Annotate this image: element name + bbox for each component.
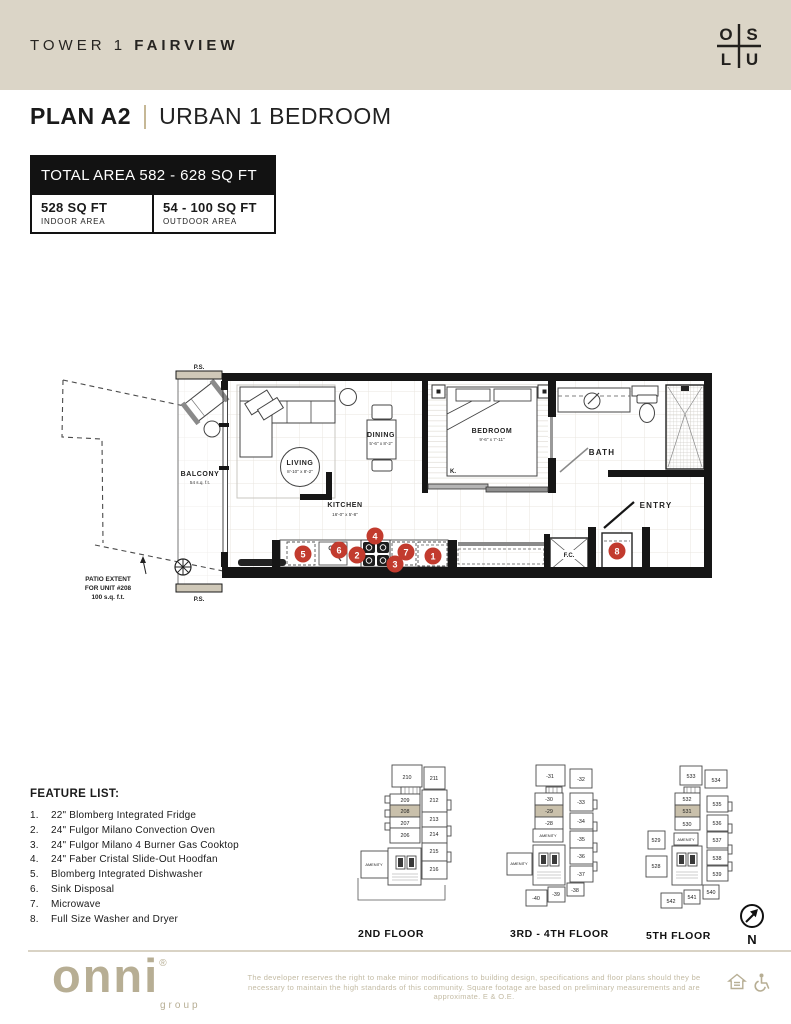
kitchen-dims: 16'-0" x 5'-8" [332, 512, 358, 517]
svg-text:L: L [720, 50, 732, 69]
feature-list [30, 788, 330, 927]
svg-text:209: 209 [400, 798, 410, 804]
onni-logo-sub: group [160, 1000, 201, 1011]
marker-7 [398, 544, 415, 561]
balcony-label: BALCONY [180, 471, 220, 478]
core [533, 845, 565, 885]
svg-text:539: 539 [712, 872, 722, 878]
exhaust-fan-icon [175, 559, 191, 575]
north-compass-icon [741, 905, 763, 947]
svg-text:FOR UNIT #208: FOR UNIT #208 [84, 585, 132, 592]
key-plans [345, 755, 791, 950]
svg-text:206: 206 [400, 833, 410, 839]
marker-5 [295, 546, 312, 563]
svg-text:-39: -39 [552, 892, 560, 898]
svg-text:215: 215 [429, 849, 439, 855]
feature-item: 2. 24" Fulgor Milano Convection Oven [30, 824, 216, 836]
project-name: FAIRVIEW [134, 37, 239, 54]
equal-housing-icon [727, 972, 747, 992]
svg-text:207: 207 [400, 821, 410, 827]
living-label: LIVING [286, 460, 314, 467]
svg-text:5: 5 [300, 549, 306, 560]
accessibility-icon [752, 972, 772, 992]
svg-text:S: S [746, 25, 758, 44]
tower-label: TOWER 1 [30, 37, 127, 54]
svg-text:PATIO EXTENT: PATIO EXTENT [85, 576, 131, 583]
svg-text:529: 529 [651, 838, 661, 844]
svg-text:210: 210 [402, 775, 412, 781]
oslu-logo-icon [713, 20, 765, 72]
svg-text:O: O [719, 25, 733, 44]
svg-text:541: 541 [687, 895, 697, 901]
svg-text:213: 213 [429, 817, 439, 823]
shower [666, 385, 704, 469]
onni-logo [52, 949, 201, 1011]
onni-logo-text: onni [52, 949, 160, 1002]
svg-text:532: 532 [682, 797, 692, 803]
svg-text:540: 540 [706, 890, 716, 896]
svg-text:533: 533 [686, 774, 696, 780]
floor-label-3rd-4th: 3RD - 4TH FLOOR [510, 928, 609, 940]
svg-text:208: 208 [400, 809, 410, 815]
closet-label: F.C. [563, 553, 575, 559]
svg-text:U: U [745, 50, 759, 69]
outdoor-area-label: OUTDOOR AREA [163, 217, 238, 226]
svg-text:538: 538 [712, 856, 722, 862]
svg-text:100 s.q. f.t.: 100 s.q. f.t. [91, 594, 125, 601]
svg-text:6: 6 [336, 545, 342, 556]
svg-text:AMENITY: AMENITY [365, 862, 383, 867]
svg-text:8: 8 [614, 546, 620, 557]
bath-sink [584, 393, 600, 409]
svg-text:212: 212 [429, 798, 439, 804]
ps-bottom-label: P.S. [193, 597, 205, 603]
svg-text:531: 531 [682, 809, 692, 815]
bed-size-label: K. [450, 469, 456, 475]
svg-text:AMENITY: AMENITY [510, 861, 528, 866]
plan-title [30, 103, 392, 130]
header-band [0, 0, 791, 90]
core [672, 846, 702, 885]
disclaimer-text: The developer reserves the right to make minor modifications to building design, specifications and floor plans should they be necessary to maintain the high standards of this community. Square footage are based on preliminary measurements and are approximate. E & O.E. [247, 973, 701, 1001]
north-label: N [747, 932, 757, 947]
feature-list-title: FEATURE LIST: [30, 788, 120, 800]
svg-text:535: 535 [712, 802, 722, 808]
balcony-area: 54 s.q. f.t. [189, 480, 211, 485]
marker-1 [425, 548, 442, 565]
marker-2 [349, 547, 366, 564]
outdoor-area-cell [152, 195, 274, 232]
indoor-area-cell [32, 195, 152, 232]
svg-text:216: 216 [429, 867, 439, 873]
svg-text:4: 4 [372, 531, 378, 542]
indoor-area-label: INDOOR AREA [41, 217, 106, 226]
svg-text:-37: -37 [577, 872, 585, 878]
svg-text:530: 530 [682, 822, 692, 828]
living-dims: 8'-10" x 8'-2" [287, 469, 313, 474]
bath-label: BATH [588, 448, 616, 457]
svg-text:-32: -32 [577, 777, 585, 783]
feature-item: 8. Full Size Washer and Dryer [30, 913, 179, 925]
svg-text:528: 528 [651, 864, 661, 870]
floor-label-5th: 5TH FLOOR [646, 930, 711, 942]
project-title [30, 37, 238, 54]
svg-text:1: 1 [430, 551, 436, 562]
keyplan-2nd-floor [358, 765, 451, 940]
svg-text:-36: -36 [577, 854, 585, 860]
svg-text:-31: -31 [546, 774, 554, 780]
marker-6 [331, 542, 348, 559]
svg-text:AMENITY: AMENITY [677, 837, 695, 842]
marker-4 [367, 528, 384, 545]
ps-top-label: P.S. [193, 365, 205, 371]
flex-counter [458, 542, 544, 546]
bedroom-dims: 9'-6" x 7'-11" [479, 437, 505, 442]
title-divider [144, 105, 146, 129]
patio-note [85, 556, 146, 601]
bedroom [432, 385, 551, 476]
plan-type: URBAN 1 BEDROOM [159, 103, 392, 129]
kitchen-label: KITCHEN [327, 502, 363, 509]
svg-text:2: 2 [354, 550, 360, 561]
svg-text:214: 214 [429, 832, 439, 838]
svg-text:3: 3 [392, 559, 398, 570]
marker-8 [609, 543, 626, 560]
svg-text:-29: -29 [545, 809, 553, 815]
feature-item: 5. Blomberg Integrated Dishwasher [30, 869, 203, 881]
living-rug [281, 448, 320, 487]
feature-item: 7. Microwave [30, 898, 101, 910]
feature-item: 4. 24" Faber Cristal Slide-Out Hoodfan [30, 854, 218, 866]
svg-text:536: 536 [712, 821, 722, 827]
svg-text:-30: -30 [545, 797, 553, 803]
svg-text:-35: -35 [577, 837, 585, 843]
balcony-table [204, 421, 220, 437]
svg-text:-34: -34 [577, 819, 585, 825]
feature-item: 6. Sink Disposal [30, 883, 115, 895]
svg-text:-28: -28 [545, 821, 553, 827]
floor-label-2nd: 2ND FLOOR [358, 928, 425, 940]
svg-text:211: 211 [429, 776, 439, 782]
keyplan-3rd-4th-floor [507, 765, 609, 940]
svg-text:AMENITY: AMENITY [539, 833, 557, 838]
feature-item: 1. 22" Blomberg Integrated Fridge [30, 810, 197, 821]
svg-text:7: 7 [403, 547, 409, 558]
keyplan-5th-floor [646, 766, 732, 942]
floor-plan [55, 350, 720, 610]
dining-label: DINING [366, 432, 396, 439]
indoor-area-value: 528 SQ FT [41, 200, 108, 215]
outdoor-area-value: 54 - 100 SQ FT [163, 200, 257, 215]
dining-dims: 5'-6" x 8'-2" [369, 441, 393, 446]
svg-text:534: 534 [711, 778, 721, 784]
svg-text:-40: -40 [532, 896, 540, 902]
side-table [340, 389, 357, 406]
svg-text:542: 542 [666, 899, 676, 905]
total-area: TOTAL AREA 582 - 628 SQ FT [32, 157, 274, 195]
registered-mark: ® [159, 958, 167, 969]
bedroom-label: BEDROOM [471, 428, 513, 435]
entry-label: ENTRY [639, 501, 673, 510]
svg-text:-38: -38 [571, 888, 579, 894]
svg-text:-33: -33 [577, 800, 585, 806]
svg-text:537: 537 [712, 838, 722, 844]
feature-item: 3. 24" Fulgor Milano 4 Burner Gas Cooktop [30, 839, 239, 851]
dining-table [367, 420, 396, 459]
plan-code: PLAN A2 [30, 103, 132, 129]
area-summary-box [30, 155, 276, 234]
flex-closet [550, 538, 588, 570]
